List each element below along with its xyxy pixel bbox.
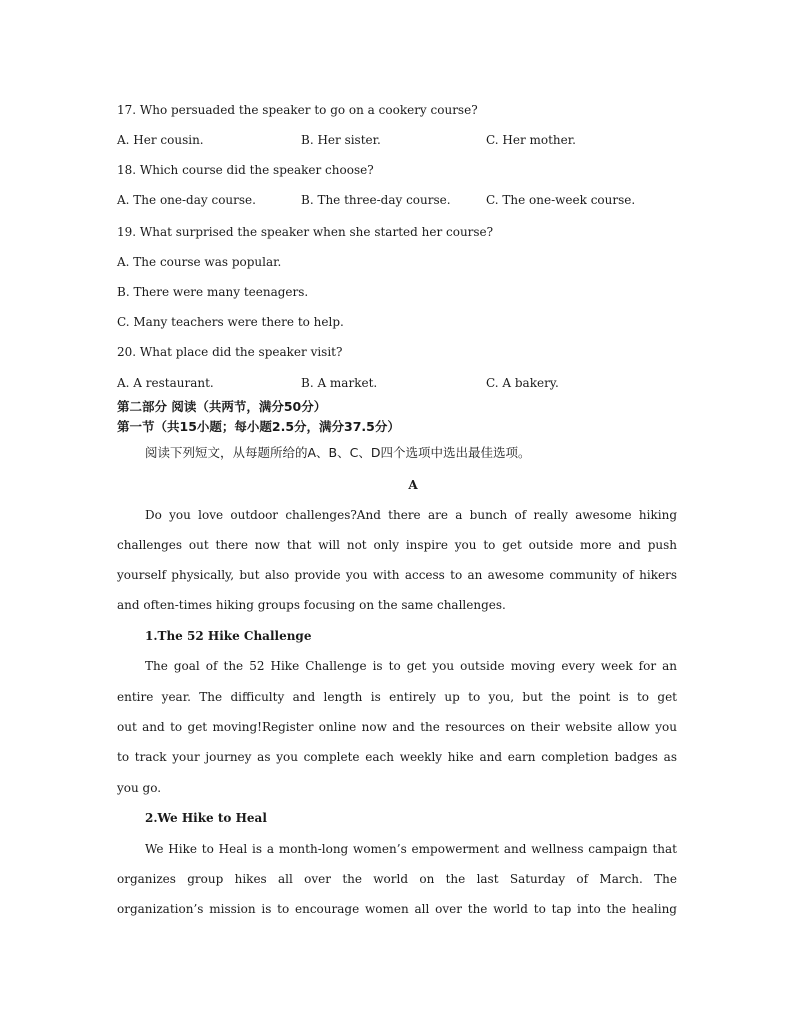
q20-option-b: B. A market. [301,376,378,390]
q17-option-a: A. Her cousin. [117,133,204,147]
q20-option-c: C. A bakery. [486,376,559,390]
q19-option-c: C. Many teachers were there to help. [117,315,344,329]
challenge-2-line-2: organizes group hikes all over the world on the last Saturday of March. The [117,872,677,886]
challenge-1-line-5: you go. [117,781,162,795]
q19-option-b: B. There were many teenagers. [117,285,309,299]
question-20: 20. What place did the speaker visit? [117,345,343,359]
passage-intro-line-4: and often-times hiking groups focusing on the same challenges. [117,598,506,612]
q18-option-a: A. The one-day course. [117,193,256,207]
challenge-1-line-4: to track your journey as you complete each weekly hike and earn completion badges as [117,750,677,764]
q18-option-b: B. The three-day course. [301,193,451,207]
question-17: 17. Who persuaded the speaker to go on a cookery course? [117,103,478,117]
challenge-2-line-3: organization’s mission is to encourage women all over the world to tap into the healing [117,902,677,916]
q20-option-a: A. A restaurant. [117,376,214,390]
passage-intro-line-2: challenges out there now that will not only inspire you to get outside more and push [117,538,677,552]
challenge-1-line-1: The goal of the 52 Hike Challenge is to get you outside moving every week for an [145,659,677,673]
part-heading: 第二部分 阅读（共两节，满分50分） [117,399,327,414]
question-18: 18. Which course did the speaker choose? [117,163,374,177]
q18-option-c: C. The one-week course. [486,193,636,207]
q17-option-b: B. Her sister. [301,133,381,147]
q17-option-c: C. Her mother. [486,133,576,147]
q19-option-a: A. The course was popular. [117,255,282,269]
challenge-2-heading: 2.We Hike to Heal [145,811,267,825]
challenge-1-heading: 1.The 52 Hike Challenge [145,629,312,643]
challenge-2-line-1: We Hike to Heal is a month-long women’s empowerment and wellness campaign that [145,842,677,856]
challenge-1-line-3: out and to get moving!Register online now and the resources on their website allow you [117,720,677,734]
section-heading: 第一节（共15小题；每小题2.5分，满分37.5分） [117,419,400,434]
passage-intro-line-1: Do you love outdoor challenges?And there are a bunch of really awesome hiking [145,508,677,522]
passage-title: A [408,478,418,492]
question-19: 19. What surprised the speaker when she started her course? [117,225,494,239]
challenge-1-line-2: entire year. The difficulty and length is entirely up to you, but the point is to get [117,690,677,704]
passage-intro-line-3: yourself physically, but also provide you with access to an awesome community of hikers [117,568,677,582]
instructions: 阅读下列短文，从每题所给的A、B、C、D四个选项中选出最佳选项。 [145,445,531,460]
